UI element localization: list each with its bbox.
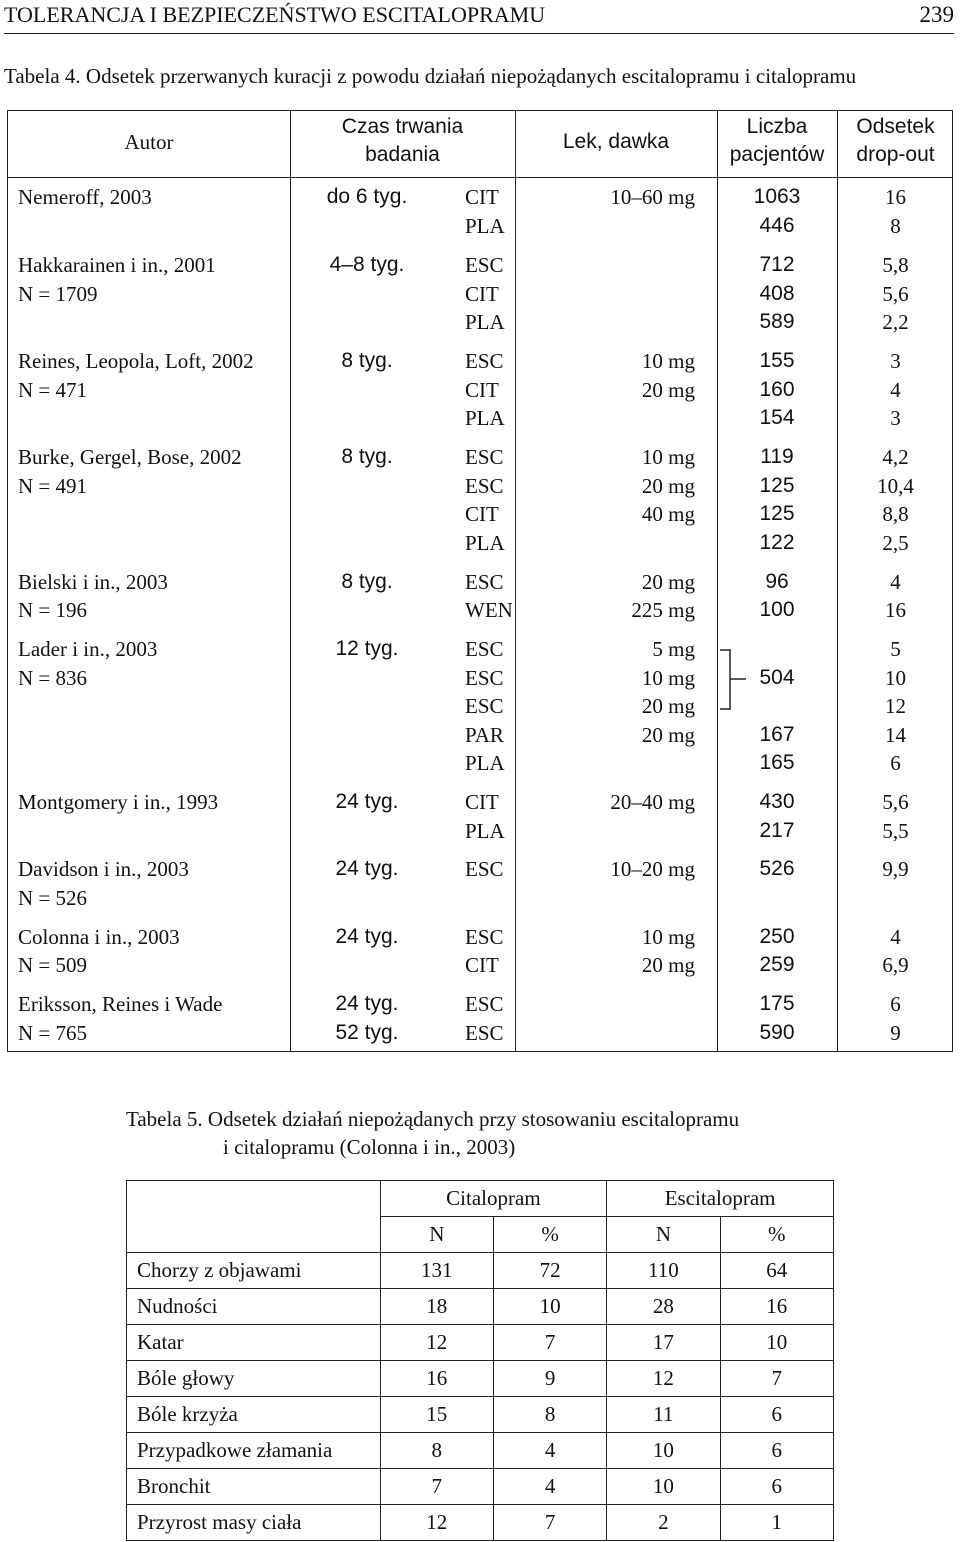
table5-caption-line2: i citalopramu (Colonna i in., 2003) xyxy=(223,1135,516,1159)
cell-escitalopram-n: 10 xyxy=(607,1433,720,1469)
cell-dawka: 225 mg xyxy=(631,598,695,622)
cell-citalopram-percent: 7 xyxy=(493,1505,606,1541)
cell-row-label: Bronchit xyxy=(127,1469,381,1505)
cell-escitalopram-n: 12 xyxy=(607,1361,720,1397)
cell-escitalopram-n: 17 xyxy=(607,1325,720,1361)
cell-liczba: 122 xyxy=(759,531,795,554)
cell-lek: ESC xyxy=(465,694,504,718)
table4-column-divider xyxy=(290,111,291,1051)
cell-liczba: 125 xyxy=(759,502,795,525)
cell-dawka: 20 mg xyxy=(641,723,695,747)
cell-citalopram-n: 7 xyxy=(380,1469,493,1505)
cell-dawka: 20 mg xyxy=(641,474,695,498)
cell-escitalopram-percent: 6 xyxy=(720,1433,833,1469)
cell-odsetek: 5 xyxy=(890,637,901,661)
cell-citalopram-percent: 10 xyxy=(493,1289,606,1325)
cell-autor: N = 765 xyxy=(18,1021,88,1045)
cell-odsetek: 5,6 xyxy=(882,282,909,306)
cell-dawka: 20 mg xyxy=(641,378,695,402)
cell-lek: CIT xyxy=(465,282,499,306)
cell-czas: 24 tyg. xyxy=(335,992,399,1015)
col-header-liczba-line1: Liczba xyxy=(746,115,808,138)
cell-escitalopram-percent: 7 xyxy=(720,1361,833,1397)
cell-liczba: 154 xyxy=(759,406,795,429)
cell-odsetek: 5,8 xyxy=(882,253,909,277)
table5-row xyxy=(127,1253,834,1289)
cell-czas: 24 tyg. xyxy=(335,790,399,813)
cell-autor: Davidson i in., 2003 xyxy=(18,857,189,881)
cell-lek: ESC xyxy=(465,637,504,661)
cell-liczba: 160 xyxy=(759,378,795,401)
cell-liczba: 119 xyxy=(760,445,794,468)
table5-caption-line1: Tabela 5. Odsetek działań niepożądanych przy stosowaniu escitalopramu xyxy=(126,1107,740,1131)
cell-autor: Bielski i in., 2003 xyxy=(18,570,168,594)
cell-autor: Reines, Leopola, Loft, 2002 xyxy=(18,349,254,373)
cell-autor: N = 471 xyxy=(18,378,88,402)
cell-liczba: 590 xyxy=(759,1021,795,1044)
cell-lek: CIT xyxy=(465,185,499,209)
cell-liczba: 167 xyxy=(759,723,795,746)
cell-odsetek: 16 xyxy=(885,185,906,209)
cell-lek: ESC xyxy=(465,666,504,690)
cell-liczba: 430 xyxy=(759,790,795,813)
cell-odsetek: 8,8 xyxy=(882,502,909,526)
cell-escitalopram-percent: 16 xyxy=(720,1289,833,1325)
cell-liczba: 217 xyxy=(759,819,795,842)
table5-corner-cell xyxy=(127,1181,381,1217)
cell-lek: CIT xyxy=(465,378,499,402)
cell-escitalopram-percent: 6 xyxy=(720,1469,833,1505)
cell-citalopram-n: 8 xyxy=(380,1433,493,1469)
table4 xyxy=(7,110,953,1052)
cell-czas: 4–8 tyg. xyxy=(329,253,405,276)
cell-odsetek: 4 xyxy=(890,378,901,402)
cell-escitalopram-percent: 10 xyxy=(720,1325,833,1361)
cell-odsetek: 4 xyxy=(890,925,901,949)
cell-odsetek: 2,5 xyxy=(882,531,909,555)
cell-dawka: 20 mg xyxy=(641,953,695,977)
cell-escitalopram-n: 28 xyxy=(607,1289,720,1325)
cell-odsetek: 10,4 xyxy=(877,474,914,498)
cell-autor: Burke, Gergel, Bose, 2002 xyxy=(18,445,242,469)
table5-sub-header-row xyxy=(127,1217,834,1253)
cell-citalopram-percent: 9 xyxy=(493,1361,606,1397)
running-header-title: TOLERANCJA I BEZPIECZEŃSTWO ESCITALOPRAMU xyxy=(4,2,546,27)
group-header-citalopram: Citalopram xyxy=(380,1181,607,1217)
cell-odsetek: 16 xyxy=(885,598,906,622)
cell-lek: PLA xyxy=(465,751,505,775)
cell-dawka: 10 mg xyxy=(641,445,695,469)
table5-row xyxy=(127,1469,834,1505)
cell-liczba: 1063 xyxy=(753,185,801,208)
cell-dawka: 10 mg xyxy=(641,666,695,690)
cell-escitalopram-n: 10 xyxy=(607,1469,720,1505)
cell-escitalopram-percent: 6 xyxy=(720,1397,833,1433)
col-header-odsetek-line1: Odsetek xyxy=(856,115,935,138)
cell-autor: Colonna i in., 2003 xyxy=(18,925,180,949)
table5-row xyxy=(127,1361,834,1397)
cell-dawka: 5 mg xyxy=(652,637,695,661)
cell-row-label: Nudności xyxy=(127,1289,381,1325)
cell-liczba: 125 xyxy=(759,474,795,497)
table5-body xyxy=(127,1253,834,1541)
cell-citalopram-n: 12 xyxy=(380,1505,493,1541)
cell-odsetek: 4 xyxy=(890,570,901,594)
table4-column-divider xyxy=(515,111,516,1051)
cell-liczba: 589 xyxy=(759,310,795,333)
cell-czas: 24 tyg. xyxy=(335,857,399,880)
cell-czas: 24 tyg. xyxy=(335,925,399,948)
cell-liczba: 526 xyxy=(759,857,795,880)
cell-lek: ESC xyxy=(465,253,504,277)
cell-lek: ESC xyxy=(465,1021,504,1045)
cell-lek: WEN xyxy=(465,598,513,622)
cell-row-label: Chorzy z objawami xyxy=(127,1253,381,1289)
cell-dawka: 10 mg xyxy=(641,349,695,373)
sub-header-n: N xyxy=(607,1217,720,1253)
cell-citalopram-percent: 72 xyxy=(493,1253,606,1289)
cell-lek: CIT xyxy=(465,790,499,814)
cell-liczba: 96 xyxy=(765,570,789,593)
cell-lek: ESC xyxy=(465,349,504,373)
cell-row-label: Bóle krzyża xyxy=(127,1397,381,1433)
table4-caption: Tabela 4. Odsetek przerwanych kuracji z powodu działań niepożądanych escitalopramu i citalopramu xyxy=(4,64,857,88)
cell-autor: N = 491 xyxy=(18,474,88,498)
cell-citalopram-n: 15 xyxy=(380,1397,493,1433)
cell-citalopram-percent: 7 xyxy=(493,1325,606,1361)
cell-odsetek: 5,5 xyxy=(882,819,909,843)
cell-odsetek: 6 xyxy=(890,992,901,1016)
cell-liczba: 155 xyxy=(759,349,795,372)
cell-lek: PLA xyxy=(465,531,505,555)
col-header-czas-line1: Czas trwania xyxy=(341,115,464,138)
cell-liczba: 446 xyxy=(759,214,795,237)
cell-czas: 52 tyg. xyxy=(335,1021,399,1044)
cell-liczba: 250 xyxy=(759,925,795,948)
sub-header-n: N xyxy=(380,1217,493,1253)
table5-row xyxy=(127,1397,834,1433)
cell-lek: PLA xyxy=(465,819,505,843)
table5-row xyxy=(127,1325,834,1361)
cell-dawka: 20–40 mg xyxy=(610,790,695,814)
cell-liczba: 408 xyxy=(759,282,795,305)
cell-citalopram-percent: 4 xyxy=(493,1433,606,1469)
cell-escitalopram-n: 2 xyxy=(607,1505,720,1541)
cell-dawka: 10–60 mg xyxy=(610,185,695,209)
cell-autor: Montgomery i in., 1993 xyxy=(18,790,219,814)
cell-lek: CIT xyxy=(465,953,499,977)
cell-row-label: Bóle głowy xyxy=(127,1361,381,1397)
cell-citalopram-n: 12 xyxy=(380,1325,493,1361)
sub-header-percent: % xyxy=(720,1217,833,1253)
cell-liczba: 712 xyxy=(759,253,795,276)
sub-header-percent: % xyxy=(493,1217,606,1253)
cell-odsetek: 12 xyxy=(885,694,906,718)
cell-odsetek: 10 xyxy=(885,666,906,690)
cell-escitalopram-percent: 1 xyxy=(720,1505,833,1541)
cell-autor: N = 526 xyxy=(18,886,88,910)
col-header-lek: Lek, dawka xyxy=(562,130,670,153)
cell-czas: 8 tyg. xyxy=(341,445,393,468)
cell-liczba: 100 xyxy=(759,598,795,621)
cell-row-label: Przyrost masy ciała xyxy=(127,1505,381,1541)
cell-lek: PLA xyxy=(465,214,505,238)
cell-autor: N = 1709 xyxy=(18,282,98,306)
cell-row-label: Katar xyxy=(127,1325,381,1361)
cell-liczba: 504 xyxy=(759,666,795,689)
col-header-odsetek-line2: drop-out xyxy=(856,143,935,166)
cell-odsetek: 3 xyxy=(890,349,901,373)
cell-czas: 8 tyg. xyxy=(341,570,393,593)
cell-autor: N = 196 xyxy=(18,598,88,622)
cell-lek: PAR xyxy=(465,723,504,747)
cell-lek: CIT xyxy=(465,502,499,526)
cell-dawka: 20 mg xyxy=(641,570,695,594)
cell-autor: Eriksson, Reines i Wade xyxy=(18,992,223,1016)
table5 xyxy=(126,1180,834,1541)
table5-row xyxy=(127,1289,834,1325)
cell-czas: do 6 tyg. xyxy=(326,185,408,208)
cell-lek: ESC xyxy=(465,570,504,594)
col-header-autor: Autor xyxy=(124,130,174,154)
cell-odsetek: 8 xyxy=(890,214,901,238)
cell-dawka: 20 mg xyxy=(641,694,695,718)
table5-corner-cell-lower xyxy=(127,1217,381,1253)
cell-lek: ESC xyxy=(465,445,504,469)
cell-escitalopram-n: 11 xyxy=(607,1397,720,1433)
cell-lek: ESC xyxy=(465,474,504,498)
cell-autor: Nemeroff, 2003 xyxy=(18,185,152,209)
cell-odsetek: 9,9 xyxy=(882,857,909,881)
cell-autor: Hakkarainen i in., 2001 xyxy=(18,253,216,277)
cell-escitalopram-percent: 64 xyxy=(720,1253,833,1289)
cell-liczba: 175 xyxy=(759,992,795,1015)
cell-odsetek: 3 xyxy=(890,406,901,430)
cell-citalopram-n: 131 xyxy=(380,1253,493,1289)
table5-row xyxy=(127,1505,834,1541)
table4-header-rule xyxy=(8,177,952,178)
cell-lek: PLA xyxy=(465,406,505,430)
group-header-escitalopram: Escitalopram xyxy=(607,1181,834,1217)
cell-citalopram-n: 16 xyxy=(380,1361,493,1397)
cell-odsetek: 6,9 xyxy=(882,953,909,977)
cell-dawka: 10–20 mg xyxy=(610,857,695,881)
cell-lek: ESC xyxy=(465,925,504,949)
cell-lek: PLA xyxy=(465,310,505,334)
cell-autor: Lader i in., 2003 xyxy=(18,637,158,661)
cell-odsetek: 2,2 xyxy=(882,310,909,334)
cell-liczba: 165 xyxy=(759,751,795,774)
cell-lek: ESC xyxy=(465,857,504,881)
cell-dawka: 10 mg xyxy=(641,925,695,949)
cell-autor: N = 836 xyxy=(18,666,88,690)
cell-odsetek: 4,2 xyxy=(882,445,909,469)
pooled-dose-bracket xyxy=(720,649,750,711)
cell-odsetek: 5,6 xyxy=(882,790,909,814)
col-header-czas-line2: badania xyxy=(365,143,440,166)
table5-caption xyxy=(126,1105,739,1161)
cell-autor: N = 509 xyxy=(18,953,88,977)
cell-czas: 12 tyg. xyxy=(335,637,399,660)
cell-dawka: 40 mg xyxy=(641,502,695,526)
cell-citalopram-n: 18 xyxy=(380,1289,493,1325)
cell-odsetek: 9 xyxy=(890,1021,901,1045)
cell-escitalopram-n: 110 xyxy=(607,1253,720,1289)
page-number: 239 xyxy=(919,2,954,27)
cell-row-label: Przypadkowe złamania xyxy=(127,1433,381,1469)
cell-czas: 8 tyg. xyxy=(341,349,393,372)
cell-liczba: 259 xyxy=(759,953,795,976)
table5-row xyxy=(127,1433,834,1469)
cell-lek: ESC xyxy=(465,992,504,1016)
cell-odsetek: 6 xyxy=(890,751,901,775)
cell-odsetek: 14 xyxy=(885,723,906,747)
table5-group-header-row xyxy=(127,1181,834,1217)
cell-citalopram-percent: 4 xyxy=(493,1469,606,1505)
header-rule xyxy=(4,33,954,34)
col-header-liczba-line2: pacjentów xyxy=(729,143,825,166)
cell-citalopram-percent: 8 xyxy=(493,1397,606,1433)
